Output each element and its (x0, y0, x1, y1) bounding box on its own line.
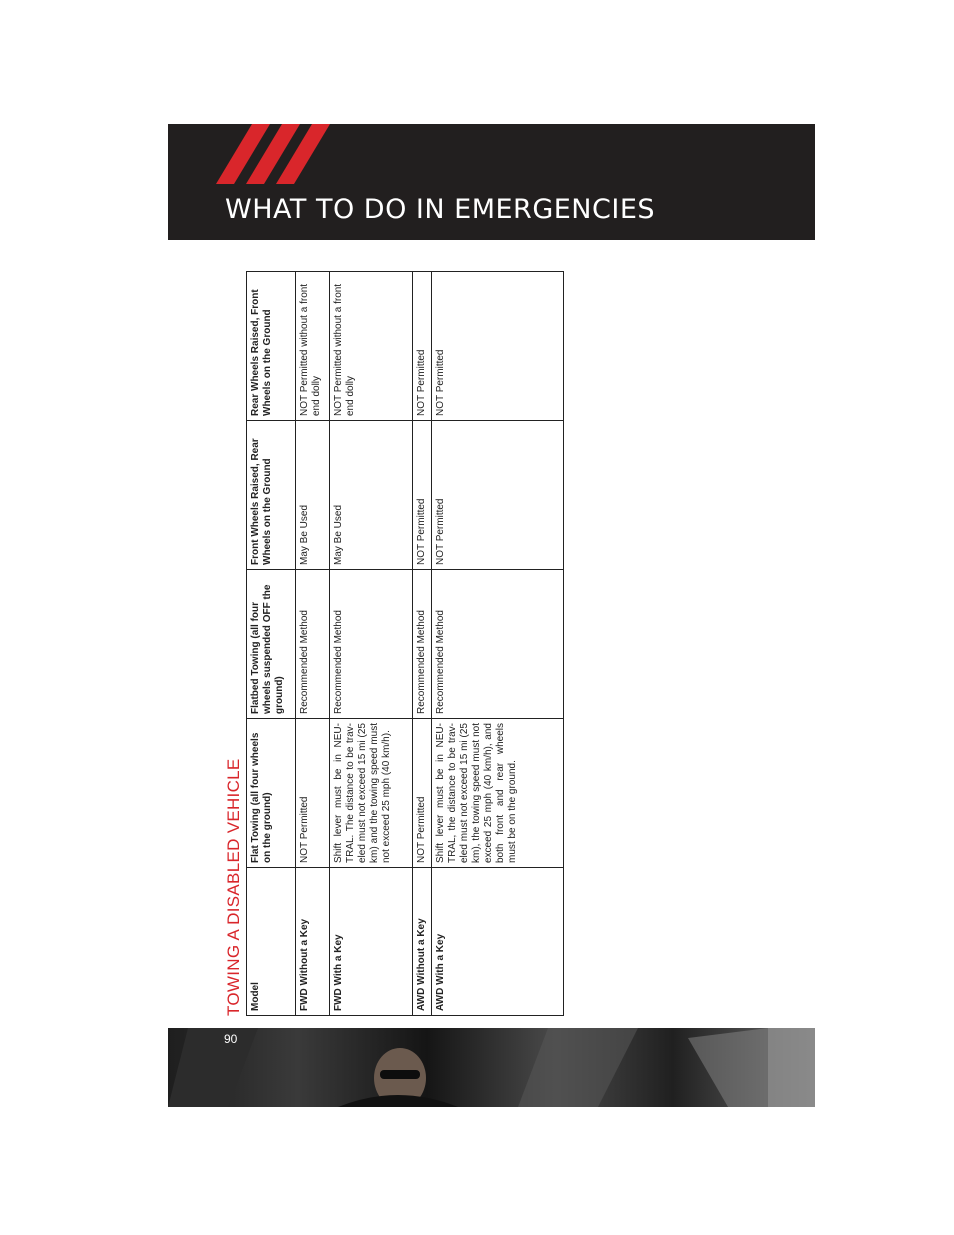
table-cell-model: AWD Without a Key (413, 868, 432, 1016)
table-cell-model: FWD With a Key (330, 868, 413, 1016)
table-cell: Shift lever must be in NEU-TRAL, the distance to be trav-eled must not exceed 15 mi (25 km), the towing speed must not exceed 25 mph (40 km/h), and both front and rear wheels must be on the ground. (432, 719, 564, 868)
towing-table (246, 271, 564, 1016)
table-cell: May Be Used (296, 421, 330, 570)
page-header (168, 124, 815, 240)
table-cell: NOT Permitted without a front end dolly (296, 272, 330, 421)
manual-page (168, 124, 815, 1107)
table-cell: Recommended Method (296, 570, 330, 719)
table-cell: NOT Permitted without a front end dolly (330, 272, 413, 421)
table-cell: Recommended Method (330, 570, 413, 719)
header-cell-flat-towing: Flat Towing (all four wheels on the ground) (247, 719, 296, 868)
header-cell-front-raised: Front Wheels Raised, Rear Wheels on the Ground (247, 421, 296, 570)
table-row (432, 272, 564, 1016)
header-cell-model: Model (247, 868, 296, 1016)
brand-stripes-icon (208, 124, 348, 184)
table-cell: NOT Permitted (413, 719, 432, 868)
table-cell: Recommended Method (432, 570, 564, 719)
footer-photo-strip (168, 1028, 815, 1107)
table-row (413, 272, 432, 1016)
driver-photo-icon (168, 1028, 815, 1107)
section-title: TOWING A DISABLED VEHICLE (224, 758, 243, 1016)
table-cell: Recommended Method (413, 570, 432, 719)
table-cell: NOT Permitted (413, 272, 432, 421)
table-cell: NOT Permitted (296, 719, 330, 868)
header-cell-rear-raised: Rear Wheels Raised, Front Wheels on the Ground (247, 272, 296, 421)
table-cell-model: AWD With a Key (432, 868, 564, 1016)
table-row (330, 272, 413, 1016)
table-header-row (247, 272, 296, 1016)
page-title: WHAT TO DO IN EMERGENCIES (225, 194, 656, 225)
table-cell: NOT Permitted (432, 421, 564, 570)
table-cell-model: FWD Without a Key (296, 868, 330, 1016)
table-cell: Shift lever must be in NEU-TRAL. The distance to be trav-eled must not exceed 15 mi (25 km) and the towing speed must not exceed 25 mph (40 km/h). (330, 719, 413, 868)
table-cell: NOT Permitted (413, 421, 432, 570)
table-cell: NOT Permitted (432, 272, 564, 421)
towing-table-container (246, 272, 563, 1016)
table-cell: May Be Used (330, 421, 413, 570)
header-cell-flatbed-towing: Flatbed Towing (all four wheels suspended OFF the ground) (247, 570, 296, 719)
page-number: 90 (224, 1032, 238, 1046)
table-row (296, 272, 330, 1016)
